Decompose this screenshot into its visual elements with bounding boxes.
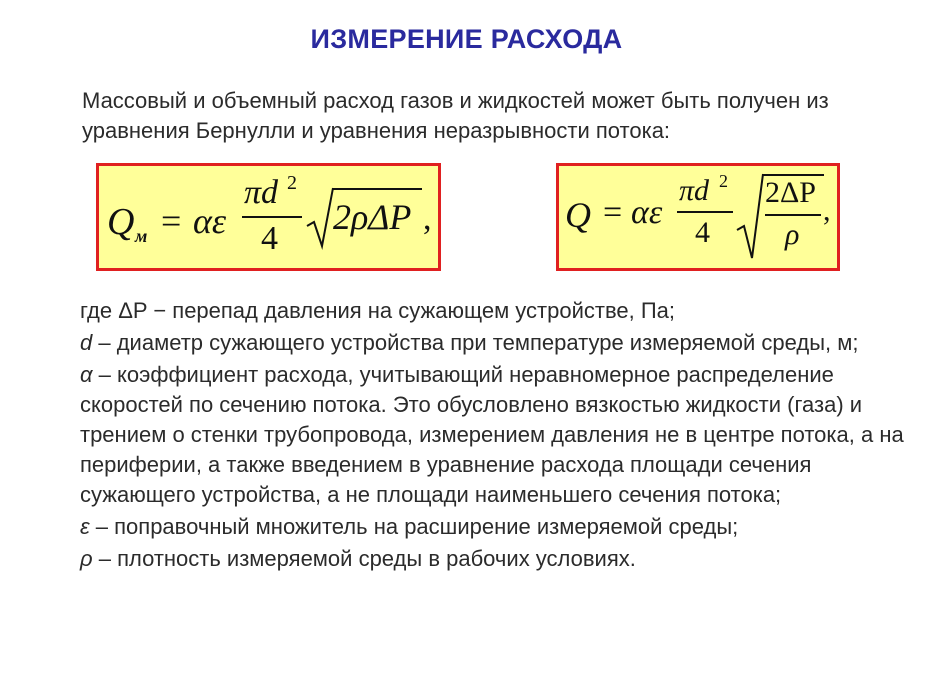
- volume-flow-numerator: πd: [679, 174, 710, 207]
- volume-flow-lhs: Q: [565, 195, 591, 235]
- volume-flow-comma: ,: [823, 194, 831, 227]
- intro-paragraph: Массовый и объемный расход газов и жидкостей может быть получен из уравнения Бернулли и уравнения неразрывности потока:: [82, 88, 829, 143]
- mass-flow-comma: ,: [423, 200, 432, 237]
- volume-flow-root-denominator: ρ: [785, 218, 800, 251]
- definition-symbol: d: [80, 330, 93, 355]
- volume-flow-formula: [559, 166, 837, 268]
- definition-symbol: α: [80, 362, 93, 387]
- mass-flow-coefficient: αε: [193, 201, 227, 241]
- volume-flow-denominator: 4: [695, 216, 710, 249]
- volume-flow-fraction-bar: [677, 211, 733, 213]
- volume-flow-numerator-exponent: 2: [719, 171, 728, 191]
- volume-flow-root-numerator: 2ΔP: [765, 176, 816, 209]
- definition-text: – коэффициент расхода, учитывающий неравномерное распределение скоростей по сечению потока. Это обусловлено вязкостью жидкости (газа) и трением о стенки трубопровода, измерением давления не в центре потока, а на периферии, а также введением в уравнение расхода площади сечения сужающего устройства, а не площади наименьшего сечения потока;: [80, 362, 904, 507]
- definition-alpha: [80, 360, 925, 510]
- definition-d: [80, 328, 925, 358]
- mass-flow-numerator: πd: [244, 174, 279, 211]
- mass-flow-radical-bar: [332, 188, 422, 190]
- volume-flow-equals: =: [603, 194, 623, 231]
- page-title: ИЗМЕРЕНИЕ РАСХОДА: [310, 24, 623, 54]
- definition-rho: [80, 544, 925, 574]
- definition-text: − перепад давления на сужающем устройстве, Па;: [147, 298, 676, 323]
- mass-flow-equals: =: [161, 201, 182, 241]
- definition-text: – диаметр сужающего устройства при температуре измеряемой среды, м;: [92, 330, 859, 355]
- mass-flow-fraction-bar: [242, 216, 302, 218]
- definition-text: – поправочный множитель на расширение измеряемой среды;: [89, 514, 739, 539]
- definition-symbol: ε: [80, 514, 90, 539]
- definitions-list: [80, 296, 925, 576]
- definition-symbol: где ΔP: [80, 298, 148, 323]
- mass-flow-radicand: 2ρΔP: [333, 197, 412, 237]
- definition-epsilon: [80, 512, 925, 542]
- mass-flow-denominator: 4: [261, 220, 278, 257]
- mass-flow-lhs: Q: [107, 201, 135, 243]
- definition-delta-p: [80, 296, 925, 326]
- volume-flow-formula-box: [556, 163, 840, 271]
- mass-flow-numerator-exponent: 2: [287, 172, 297, 194]
- mass-flow-radical-icon: [305, 186, 335, 250]
- mass-flow-lhs-subscript: м: [135, 226, 148, 246]
- definition-symbol: ρ: [80, 546, 93, 571]
- volume-flow-coefficient: αε: [631, 194, 663, 231]
- mass-flow-formula: [99, 166, 438, 268]
- mass-flow-formula-box: [96, 163, 441, 271]
- definition-text: – плотность измеряемой среды в рабочих условиях.: [92, 546, 636, 571]
- volume-flow-root-fraction-bar: [765, 214, 821, 216]
- volume-flow-radical-icon: [735, 172, 765, 262]
